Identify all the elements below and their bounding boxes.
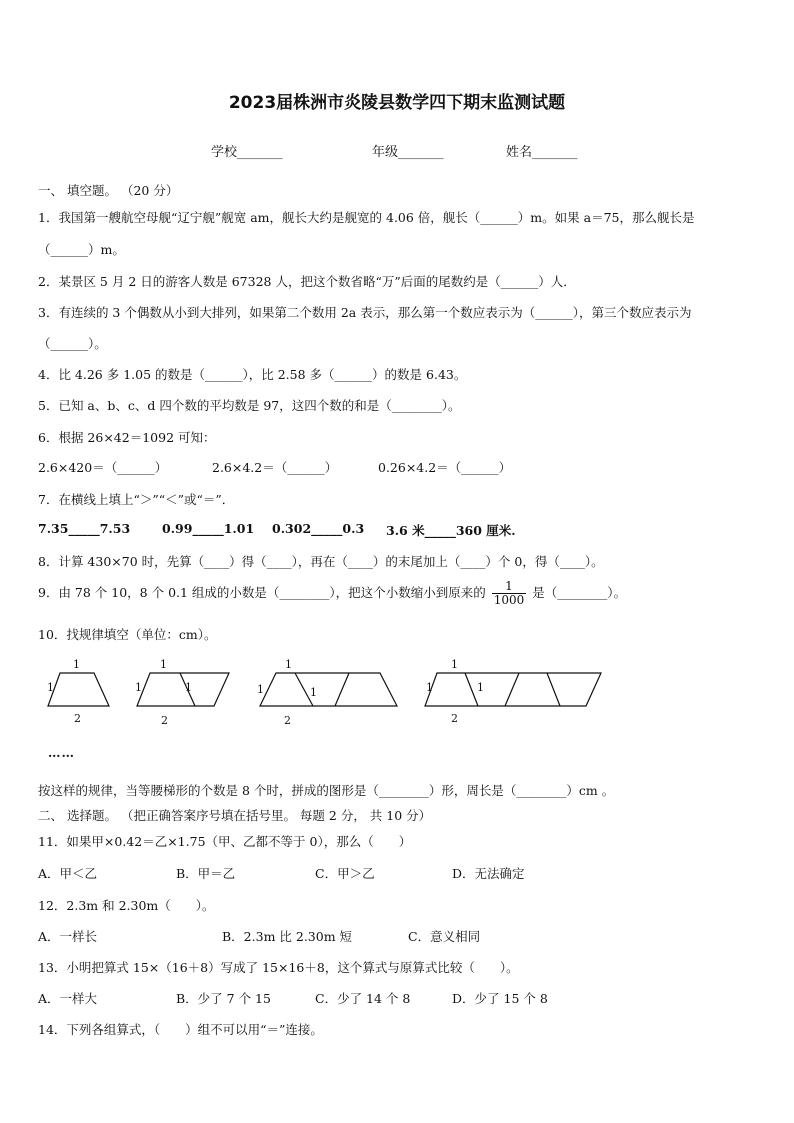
option-a[interactable]: A．一样长 — [38, 929, 98, 944]
option-c[interactable]: C．少了 14 个 8 — [315, 991, 411, 1006]
question-10-tail: 按这样的规律，当等腰梯形的个数是 8 个时，拼成的图形是（________）形，周长是（________）cm 。 — [38, 783, 615, 798]
option-a[interactable]: A．甲＜乙 — [38, 866, 98, 881]
divider-line — [547, 673, 560, 706]
option-a[interactable]: A．一样大 — [38, 991, 98, 1006]
parallelogram-composite — [425, 673, 601, 706]
question-11: 11．如果甲×0.42＝乙×1.75（甲、乙都不等于 0），那么（ ） — [38, 834, 412, 849]
option-d[interactable]: D．少了 15 个 8 — [452, 991, 548, 1006]
option-c[interactable]: C．意义相同 — [408, 929, 481, 944]
label-side: 1 — [257, 683, 264, 696]
question-12: 12．2.3m 和 2.30m（ ）。 — [38, 898, 215, 913]
fraction — [492, 580, 527, 607]
label-top: 1 — [73, 658, 80, 671]
question-4: 4．比 4.26 多 1.05 的数是（______），比 2.58 多（______）的数是 6.43。 — [38, 367, 467, 382]
trapezoid — [48, 673, 109, 706]
grade-field[interactable]: 年级_______ — [372, 145, 444, 160]
fraction-denominator: 1000 — [493, 593, 525, 607]
question-1-line-1: 1．我国第一艘航空母舰“辽宁舰”舰宽 am，舰长大约是舰宽的 4.06 倍，舰长（______）m。如果 a＝75，那么舰长是 — [38, 210, 695, 225]
option-d[interactable]: D．无法确定 — [452, 866, 525, 881]
question-7-item: 0.302_____0.3 — [272, 521, 365, 536]
option-b[interactable]: B．2.3m 比 2.30m 短 — [222, 929, 353, 944]
fraction-numerator: 1 — [492, 580, 527, 594]
label-side: 1 — [135, 681, 142, 694]
question-8: 8．计算 430×70 时，先算（____）得（____），再在（____）的末尾加上（____）个 0，得（____）。 — [38, 554, 604, 569]
question-7-item: 0.99_____1.01 — [162, 521, 255, 536]
question-9 — [38, 580, 626, 607]
label-side: 1 — [426, 681, 433, 694]
label-inner: 1 — [310, 686, 317, 699]
question-10: 10．找规律填空（单位：cm）。 — [38, 627, 217, 642]
question-7-item: 7.35_____7.53 — [38, 521, 131, 536]
question-6-item: 0.26×4.2＝（______） — [378, 460, 512, 475]
question-3-line-1: 3．有连续的 3 个偶数从小到大排列，如果第二个数用 2a 表示，那么第一个数应表示为（______），第三个数应表示为 — [38, 305, 692, 320]
label-bottom: 2 — [451, 712, 458, 725]
page-title: 2023届株洲市炎陵县数学四下期末监测试题 — [228, 93, 566, 113]
option-c[interactable]: C．甲＞乙 — [315, 866, 375, 881]
trapezoid-composite — [260, 673, 397, 706]
question-5: 5．已知 a、b、c、d 四个数的平均数是 97，这四个数的和是（________）。 — [38, 398, 461, 413]
question-3-line-2: （______）。 — [38, 336, 107, 351]
label-top: 1 — [285, 658, 292, 671]
question-7: 7．在横线上填上“＞”“＜”或“＝”． — [38, 492, 235, 507]
section-1-heading: 一、 填空题。 （20 分） — [38, 183, 179, 198]
label-bottom: 2 — [284, 714, 291, 727]
name-field[interactable]: 姓名_______ — [506, 145, 578, 160]
divider-line — [505, 673, 519, 706]
section-2-heading: 二、 选择题。 （把正确答案序号填在括号里。 每题 2 分， 共 10 分） — [38, 808, 432, 823]
option-b[interactable]: B．少了 7 个 15 — [176, 991, 271, 1006]
trapezoid-pattern-figure — [0, 650, 794, 735]
question-6: 6．根据 26×42＝1092 可知： — [38, 430, 216, 445]
question-9-text-end: 是（________）。 — [532, 585, 626, 600]
divider-line — [335, 673, 349, 706]
question-14: 14．下列各组算式，（ ）组不可以用“＝”连接。 — [38, 1022, 323, 1037]
question-2: 2．某景区 5 月 2 日的游客人数是 67328 人，把这个数省略“万”后面的尾数约是（______）人． — [38, 274, 576, 289]
school-field[interactable]: 学校_______ — [211, 145, 283, 160]
label-bottom: 2 — [161, 714, 168, 727]
question-6-item: 2.6×420＝（______） — [38, 460, 168, 475]
label-top: 1 — [160, 658, 167, 671]
label-inner: 1 — [185, 681, 192, 694]
question-6-item: 2.6×4.2＝（______） — [212, 460, 338, 475]
parallelogram — [137, 673, 229, 706]
question-1-line-2: （______）m。 — [38, 242, 125, 257]
option-b[interactable]: B．甲＝乙 — [176, 866, 236, 881]
question-13: 13．小明把算式 15×（16＋8）写成了 15×16＋8，这个算式与原算式比较（ ）。 — [38, 960, 519, 975]
question-7-item: 3.6 米_____360 厘米. — [386, 523, 516, 538]
label-side: 1 — [47, 681, 54, 694]
label-top: 1 — [451, 658, 458, 671]
question-9-text: 9．由 78 个 10，8 个 0.1 组成的小数是（________），把这个小数缩小到原来的 — [38, 585, 486, 600]
continuation-dots: …… — [48, 745, 75, 760]
label-bottom: 2 — [74, 712, 81, 725]
label-inner: 1 — [477, 681, 484, 694]
